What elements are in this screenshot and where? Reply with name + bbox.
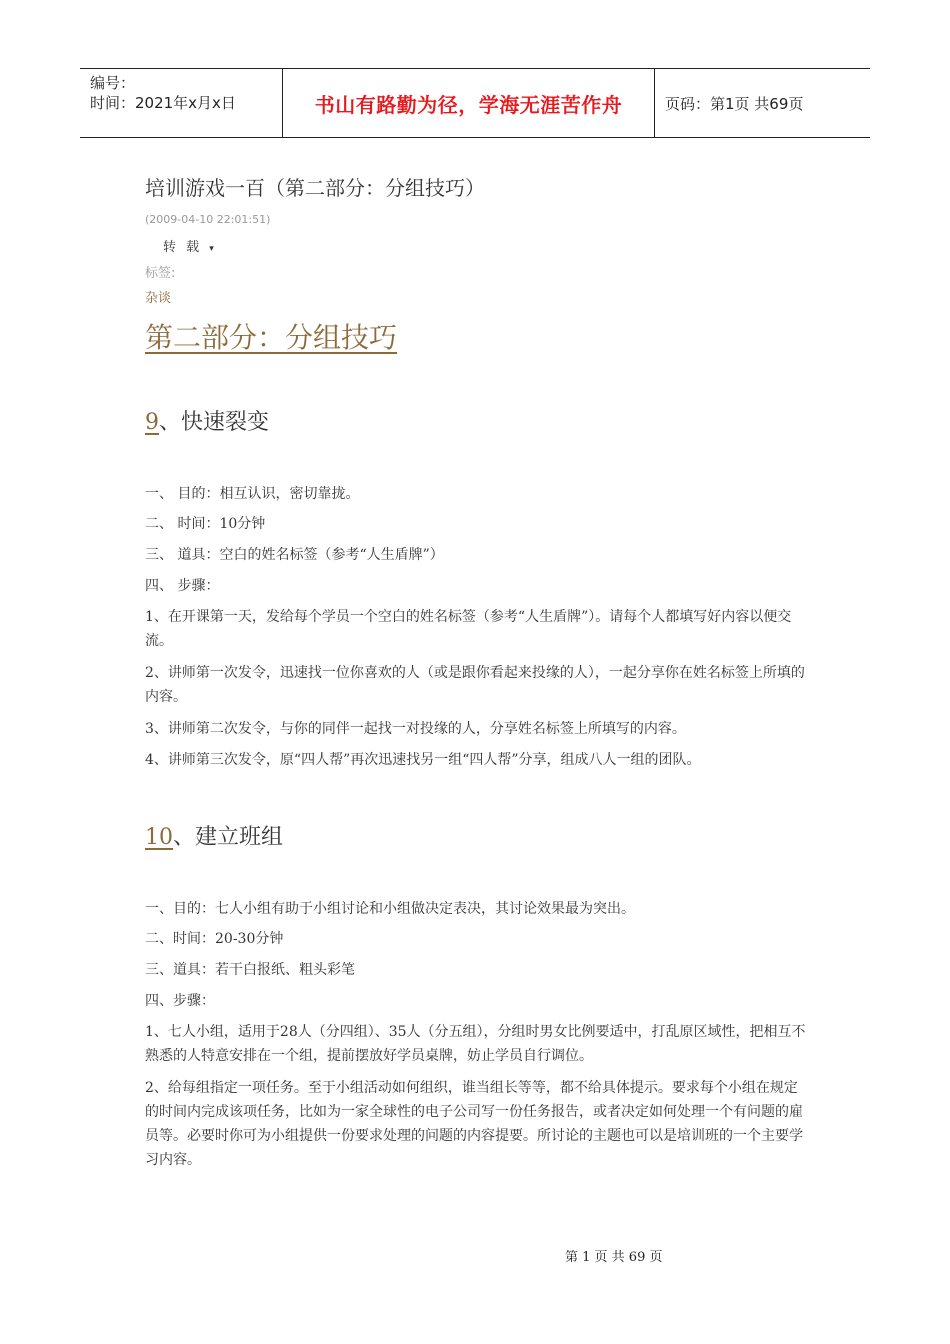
paragraph: 四、步骤： [145, 993, 215, 1009]
paragraph: 四、 步骤： [145, 578, 220, 594]
paragraph: 二、 时间：10分钟 [145, 516, 266, 532]
paragraph: 三、道具：若干白报纸、粗头彩笔 [145, 962, 355, 978]
paragraph: 3、讲师第二次发令，与你的同伴一起找一对投缘的人，分享姓名标签上所填写的内容。 [145, 721, 686, 737]
paragraph: 4、讲师第三次发令，原“四人帮”再次迅速找另一组“四人帮”分享，组成八人一组的团队。 [145, 752, 701, 768]
section-title: 、快速裂变 [159, 410, 270, 435]
paragraph: 二、时间：20-30分钟 [145, 931, 284, 947]
time-label: 时间：2021年x月x日 [90, 94, 236, 112]
header-page-cell [655, 69, 870, 137]
paragraph: 1、七人小组，适用于28人（分四组）、35人（分五组），分组时男女比例要适中，打乱原区域性，把相互不熟悉的人特意安排在一个组，提前摆放好学员桌牌，妨止学员自行调位。 [145, 1024, 806, 1064]
paragraph: 一、目的：七人小组有助于小组讨论和小组做决定表决，其讨论效果最为突出。 [145, 901, 635, 917]
section-number-link[interactable]: 10 [145, 825, 173, 850]
page-info: 页码：第1页 共69页 [665, 94, 804, 113]
paragraph: 1、在开课第一天，发给每个学员一个空白的姓名标签（参考“人生盾牌”）。请每个人都填写好内容以便交流。 [145, 609, 792, 649]
page-footer: 第 1 页 共 69 页 [565, 1250, 663, 1265]
article-title: 培训游戏一百（第二部分：分组技巧） [145, 176, 485, 200]
reprint-link[interactable] [163, 236, 214, 255]
part-heading[interactable]: 第二部分：分组技巧 [145, 321, 398, 354]
paragraph: 一、 目的：相互认识，密切靠拢。 [145, 486, 360, 502]
article-date: (2009-04-10 22:01:51) [145, 213, 271, 226]
paragraph: 三、 道具：空白的姓名标签（参考“人生盾牌”） [145, 547, 444, 563]
section-heading-10 [145, 820, 283, 851]
tag-link[interactable]: 杂谈 [145, 291, 172, 306]
document-header [80, 68, 870, 138]
motto-text: 书山有路勤为径，学海无涯苦作舟 [314, 92, 623, 117]
header-meta-cell [80, 69, 282, 137]
dropdown-caret-icon: ▾ [209, 244, 214, 254]
section-heading-9 [145, 405, 269, 436]
header-motto-cell [282, 69, 655, 137]
paragraph: 2、给每组指定一项任务。至于小组活动如何组织，谁当组长等等，都不给具体提示。要求每个小组在规定的时间内完成该项任务，比如为一家全球性的电子公司写一份任务报告，或者决定如何处理一个有问题的雇员等。必要时你可为小组提供一份要求处理的问题的内容提要。所讨论的主题也可以是培训班的一个主要学习内容。 [145, 1080, 803, 1168]
reprint-label: 转 载 [163, 240, 203, 255]
section-number-link[interactable]: 9 [145, 410, 159, 435]
number-label: 编号： [90, 74, 136, 92]
section-title: 、建立班组 [173, 825, 284, 850]
paragraph: 2、讲师第一次发令，迅速找一位你喜欢的人（或是跟你看起来投缘的人），一起分享你在姓名标签上所填的内容。 [145, 665, 805, 705]
tags-label: 标签: [145, 266, 176, 281]
